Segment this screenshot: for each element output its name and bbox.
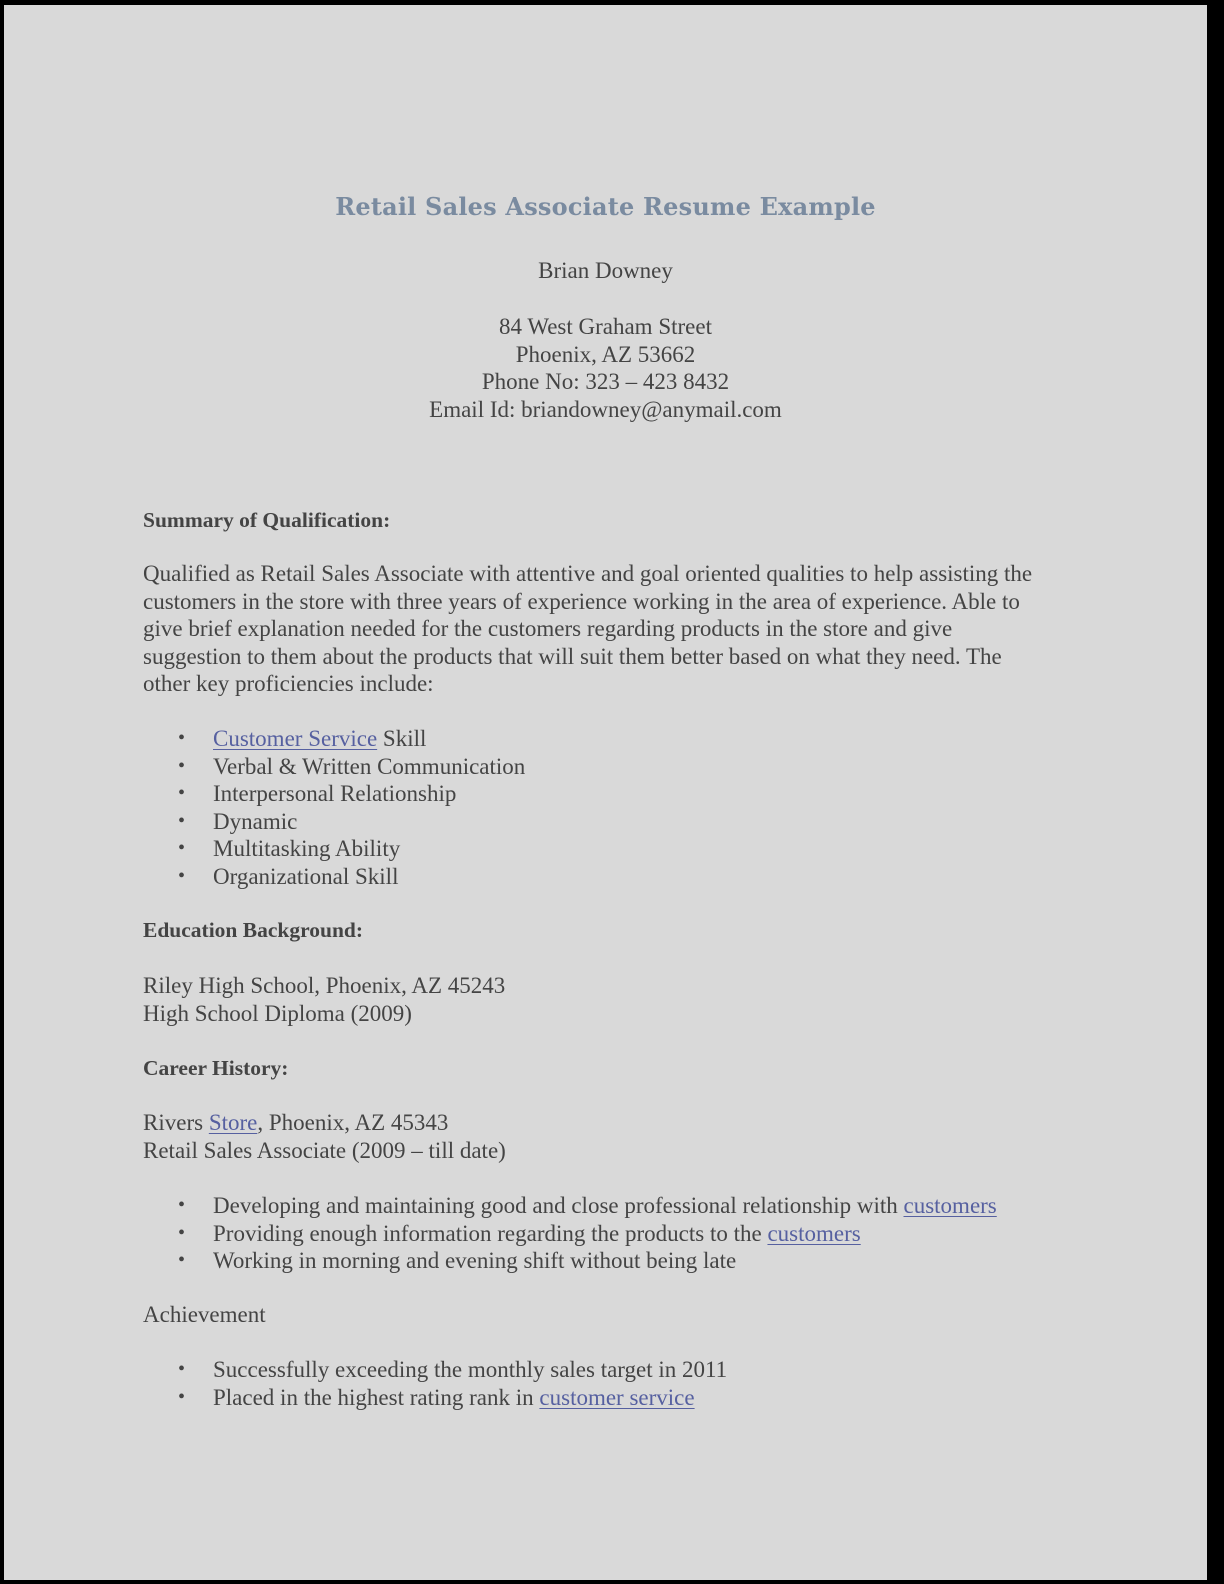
skill-text: Skill [377, 726, 427, 751]
achievements-list [4, 1356, 727, 1411]
bullet-icon: • [178, 1385, 186, 1408]
duty-text: Developing and maintaining good and close professional relationship with [213, 1193, 904, 1218]
bullet-icon: • [178, 1221, 186, 1244]
summary-line: give brief explanation needed for the customers regarding products in the store and give [143, 616, 953, 641]
bullet-icon: • [178, 754, 186, 777]
summary-line: Qualified as Retail Sales Associate with attentive and goal oriented qualities to help assisting the [143, 561, 1033, 586]
career-block [143, 1109, 1073, 1164]
list-item [4, 1356, 727, 1384]
job-role: Retail Sales Associate (2009 – till date) [143, 1137, 506, 1163]
email-address: Email Id: briandowney@anymail.com [429, 396, 782, 422]
customer-service-link[interactable]: Customer Service [213, 726, 378, 751]
list-item [4, 808, 525, 836]
achievement-heading: Achievement [143, 1302, 266, 1327]
store-link[interactable]: Store [208, 1110, 258, 1135]
list-item [4, 725, 525, 753]
skills-list [4, 725, 525, 890]
employer-prefix: Rivers [143, 1110, 209, 1135]
summary-line: suggestion to them about the products that will suit them better based on what they need. The [143, 643, 1002, 669]
summary-line: other key proficiencies include: [143, 671, 434, 696]
list-item [4, 1247, 997, 1275]
skill-text: Interpersonal Relationship [213, 781, 457, 806]
bullet-icon: • [178, 782, 186, 804]
duty-text: Providing enough information regarding the products to the [213, 1220, 768, 1246]
summary-paragraph [143, 560, 1073, 698]
achievement-text: Successfully exceeding the monthly sales target in 2011 [213, 1357, 728, 1382]
list-item [4, 753, 525, 781]
list-item [4, 863, 525, 891]
phone-number: Phone No: 323 – 423 8432 [481, 369, 730, 394]
bullet-icon: • [178, 837, 186, 859]
summary-heading: Summary of Qualification: [143, 508, 391, 532]
bullet-icon: • [178, 864, 186, 887]
skill-text: Dynamic [213, 808, 298, 834]
candidate-name: Brian Downey [538, 258, 673, 283]
duties-list [4, 1192, 997, 1275]
list-item [4, 835, 525, 863]
education-block [143, 972, 1073, 1027]
list-item [4, 780, 525, 808]
city-state-zip: Phoenix, AZ 53662 [515, 341, 696, 367]
customers-link[interactable]: customers [767, 1220, 861, 1246]
bullet-icon: • [178, 1249, 186, 1271]
duty-text: Working in morning and evening shift without being late [213, 1248, 737, 1273]
bullet-icon: • [178, 809, 186, 832]
diploma: High School Diploma (2009) [143, 1000, 412, 1026]
bullet-icon: • [178, 1194, 186, 1216]
employer-line [143, 1109, 1073, 1137]
list-item [4, 1192, 997, 1220]
achievement-text: Placed in the highest rating rank in [213, 1384, 540, 1410]
summary-line: customers in the store with three years of experience working in the area of experience. Able to [143, 588, 1020, 614]
list-item [4, 1384, 727, 1412]
resume-title: Retail Sales Associate Resume Example [335, 192, 876, 221]
career-heading: Career History: [143, 1056, 289, 1080]
skill-text: Organizational Skill [213, 863, 399, 889]
resume-page [4, 5, 1207, 1580]
skill-text: Verbal & Written Communication [213, 753, 526, 779]
street-address: 84 West Graham Street [499, 314, 712, 339]
bullet-icon: • [178, 1358, 186, 1380]
contact-block [4, 313, 1207, 423]
school-name: Riley High School, Phoenix, AZ 45243 [143, 973, 506, 998]
bullet-icon: • [178, 727, 186, 749]
education-heading: Education Background: [143, 918, 364, 942]
customer-service-link[interactable]: customer service [539, 1384, 695, 1410]
list-item [4, 1220, 997, 1248]
customers-link[interactable]: customers [903, 1193, 997, 1218]
employer-location: , Phoenix, AZ 45343 [257, 1110, 449, 1135]
skill-text: Multitasking Ability [213, 836, 401, 861]
